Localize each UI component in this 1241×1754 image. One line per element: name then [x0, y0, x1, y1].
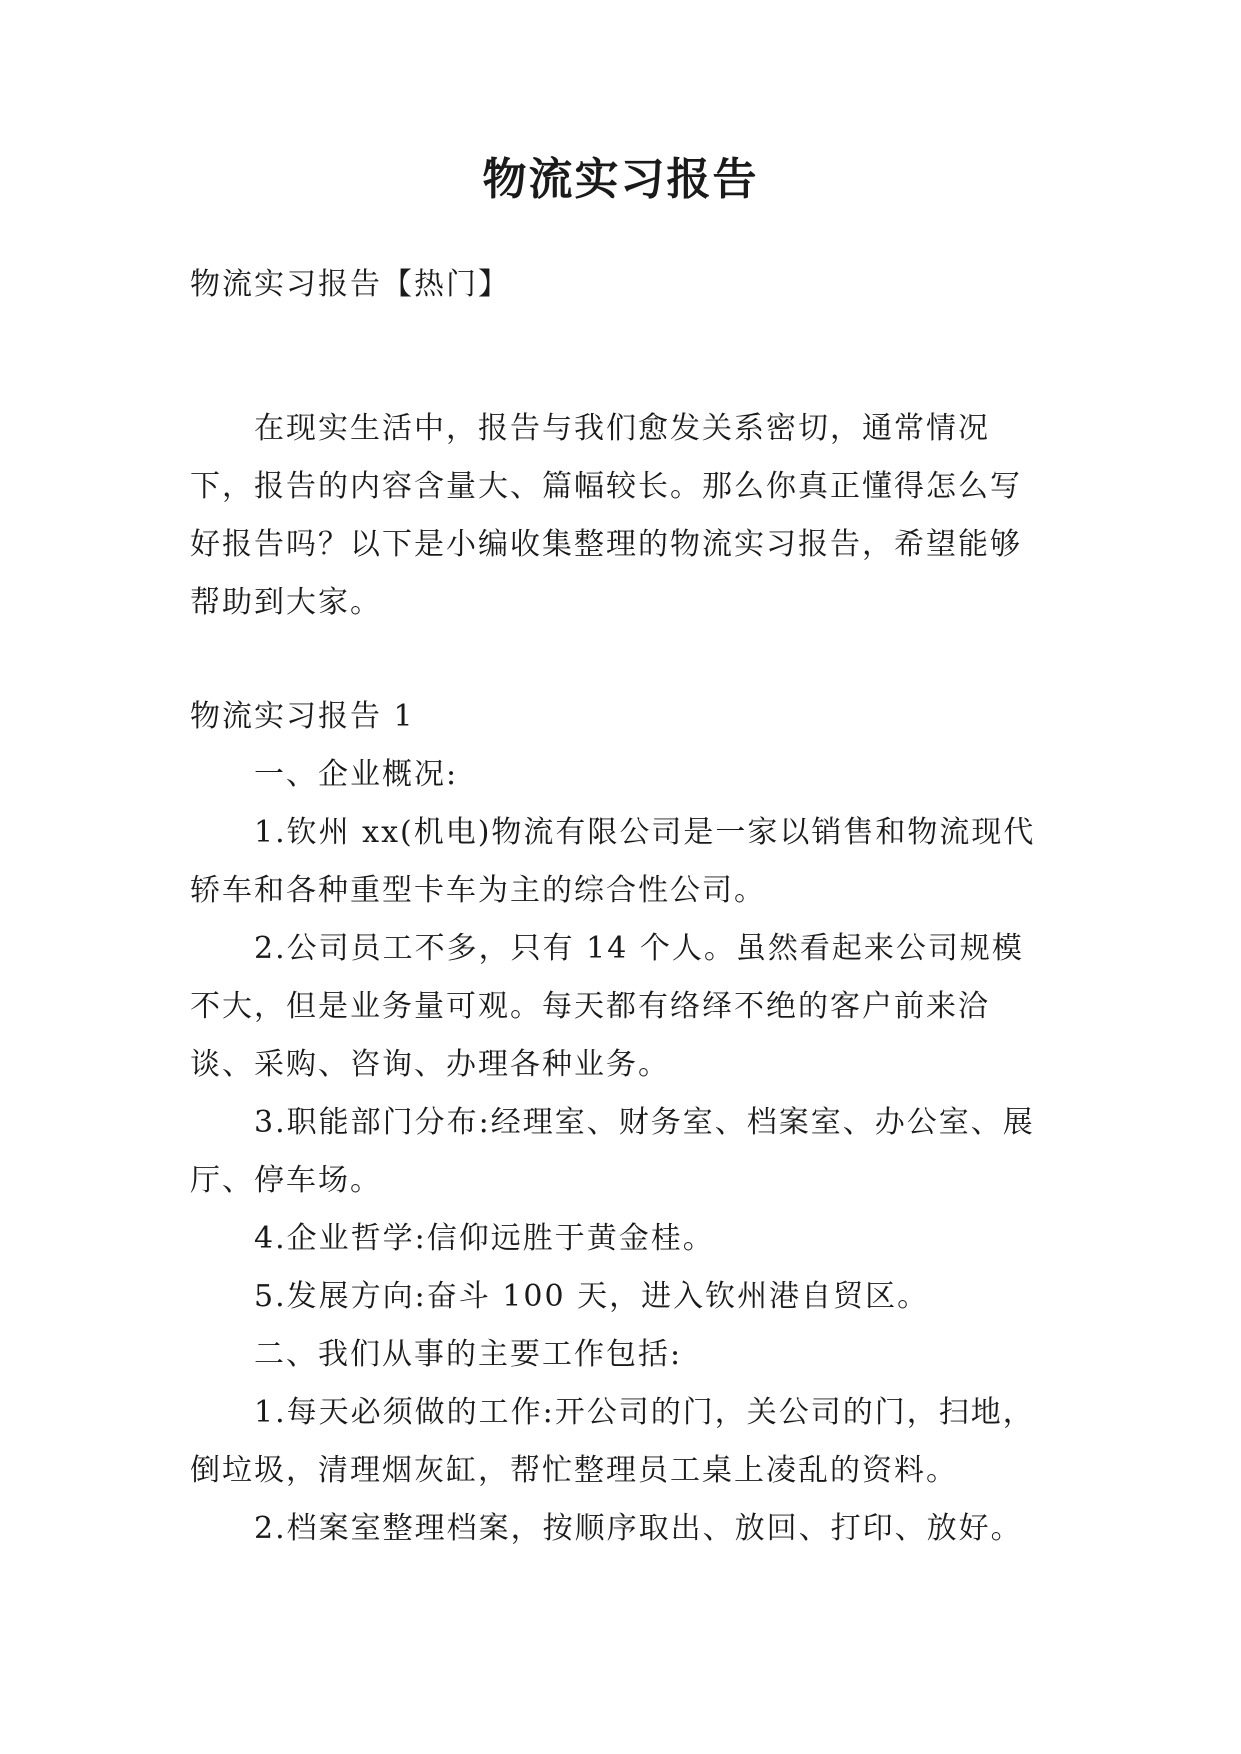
- section-content: [190, 746, 1050, 1558]
- document-subtitle: 物流实习报告【热门】: [190, 267, 510, 302]
- intro-paragraph: 在现实生活中，报告与我们愈发关系密切，通常情况下，报告的内容含量大、篇幅较长。那么你真正懂得怎么写好报告吗？以下是小编收集整理的物流实习报告，希望能够帮助到大家。: [190, 411, 1022, 620]
- paragraph-item-1: 1.钦州 xx(机电)物流有限公司是一家以销售和物流现代轿车和各种重型卡车为主的综合性公司。: [190, 815, 1036, 908]
- paragraph-item-4: 4.企业哲学:信仰远胜于黄金桂。: [254, 1221, 715, 1256]
- paragraph-item-3: 3.职能部门分布:经理室、财务室、档案室、办公室、展厅、停车场。: [190, 1105, 1035, 1198]
- paragraph-work-item-2: 2.档案室整理档案，按顺序取出、放回、打印、放好。: [254, 1511, 1023, 1546]
- section-heading: 物流实习报告 1: [190, 699, 415, 734]
- paragraph-item-2: 2.公司员工不多，只有 14 个人。虽然看起来公司规模不大，但是业务量可观。每天都有络绎不绝的客户前来洽谈、采购、咨询、办理各种业务。: [190, 931, 1024, 1082]
- document-title: 物流实习报告: [482, 154, 759, 205]
- paragraph-work-item-1: 1.每天必须做的工作:开公司的门，关公司的门，扫地，倒垃圾，清理烟灰缸，帮忙整理员工桌上凌乱的资料。: [190, 1395, 1035, 1488]
- paragraph-main-work-heading: 二、我们从事的主要工作包括:: [254, 1337, 683, 1372]
- paragraph-item-5: 5.发展方向:奋斗 100 天，进入钦州港自贸区。: [254, 1279, 930, 1314]
- paragraph-company-overview-heading: 一、企业概况:: [254, 757, 459, 792]
